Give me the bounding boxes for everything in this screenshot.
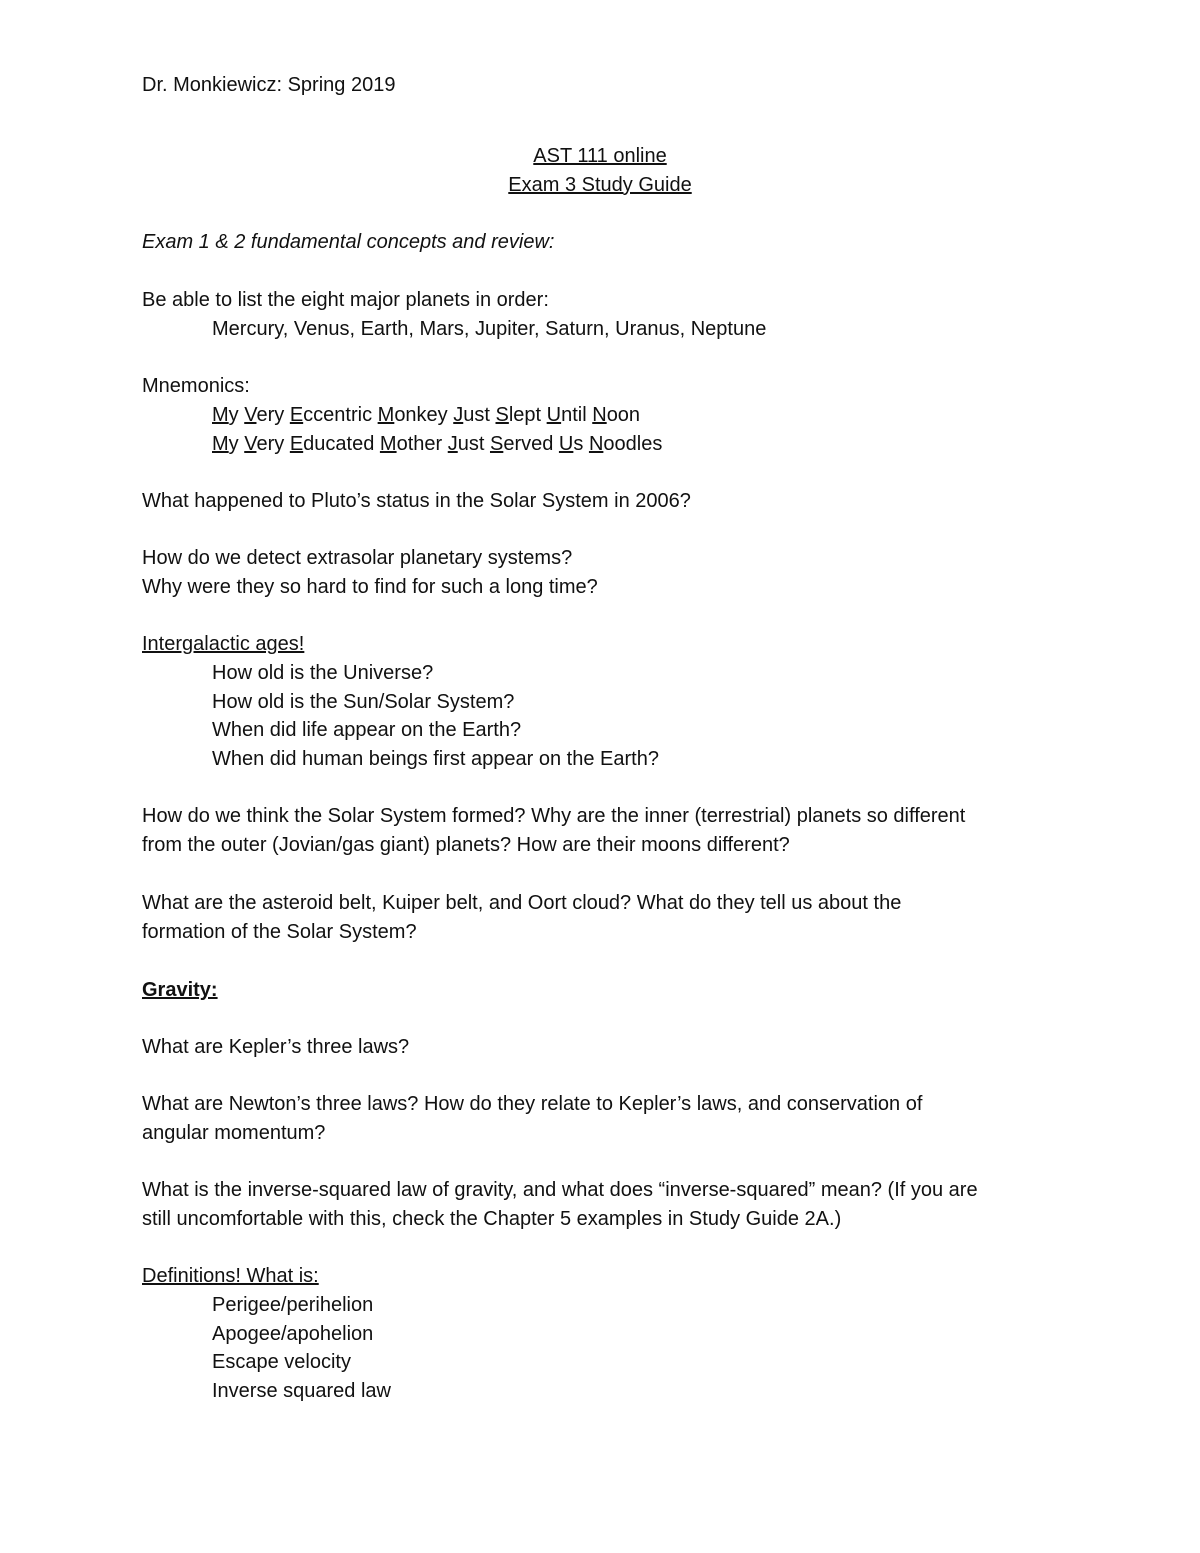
mnemonic-word-rest: other bbox=[396, 433, 448, 455]
mnemonic-word-rest: ery bbox=[256, 433, 290, 455]
mnemonic-word-rest: ccentric bbox=[303, 404, 378, 426]
mnemonic-word-rest: ust bbox=[463, 404, 496, 426]
mnemonic-word-rest: y bbox=[228, 404, 245, 426]
ages-heading: Intergalactic ages! bbox=[142, 633, 305, 655]
pluto-question: What happened to Pluto’s status in the Solar System in 2006? bbox=[142, 490, 691, 512]
formation-question-line-1: How do we think the Solar System formed? Why are the inner (terrestrial) planets so different bbox=[142, 805, 966, 827]
mnemonic-letter: M bbox=[377, 404, 395, 426]
mnemonic-letter: M bbox=[212, 433, 229, 455]
inverse-question-line-1: What is the inverse-squared law of gravity, and what does “inverse-squared” mean? (If you are bbox=[142, 1179, 978, 1201]
planets-prompt: Be able to list the eight major planets in order: bbox=[142, 289, 549, 311]
mnemonic-letter: M bbox=[212, 404, 229, 426]
extrasolar-question-1: How do we detect extrasolar planetary systems? bbox=[142, 547, 573, 569]
mnemonic-letter: S bbox=[489, 433, 504, 455]
extrasolar-question-2: Why were they so hard to find for such a long time? bbox=[142, 576, 598, 598]
guide-title: Exam 3 Study Guide bbox=[508, 174, 692, 196]
mnemonic-word-rest: lept bbox=[508, 404, 547, 426]
definitions-item: Escape velocity bbox=[212, 1351, 351, 1373]
definitions-heading: Definitions! What is: bbox=[142, 1265, 319, 1287]
ages-item: When did life appear on the Earth? bbox=[212, 719, 522, 741]
gravity-heading: Gravity: bbox=[142, 979, 218, 1001]
mnemonic-word-rest: ust bbox=[457, 433, 490, 455]
ages-item: How old is the Sun/Solar System? bbox=[212, 691, 515, 713]
mnemonics-label: Mnemonics: bbox=[142, 375, 250, 397]
mnemonic-letter: V bbox=[244, 404, 257, 426]
formation-question-line-2: from the outer (Jovian/gas giant) planets? How are their moons different? bbox=[142, 834, 790, 856]
mnemonic-word-rest: oon bbox=[606, 404, 641, 426]
mnemonic-letter: M bbox=[379, 433, 397, 455]
definitions-item: Apogee/apohelion bbox=[212, 1323, 374, 1345]
mnemonic-letter: U bbox=[546, 404, 562, 426]
belts-question-line-1: What are the asteroid belt, Kuiper belt, and Oort cloud? What do they tell us about the bbox=[142, 892, 902, 914]
review-heading: Exam 1 & 2 fundamental concepts and review: bbox=[142, 231, 555, 253]
mnemonic-letter: E bbox=[289, 404, 304, 426]
definitions-item: Inverse squared law bbox=[212, 1380, 391, 1402]
mnemonic-letter: S bbox=[495, 404, 509, 426]
mnemonic-letter: E bbox=[289, 433, 304, 455]
planets-list: Mercury, Venus, Earth, Mars, Jupiter, Saturn, Uranus, Neptune bbox=[212, 318, 767, 340]
belts-question-line-2: formation of the Solar System? bbox=[142, 921, 417, 943]
mnemonic-letter: J bbox=[453, 404, 464, 426]
definitions-item: Perigee/perihelion bbox=[212, 1294, 374, 1316]
inverse-question-line-2: still uncomfortable with this, check the Chapter 5 examples in Study Guide 2A.) bbox=[142, 1208, 842, 1230]
ages-item: How old is the Universe? bbox=[212, 662, 434, 684]
mnemonic-1 bbox=[212, 401, 640, 430]
header-instructor: Dr. Monkiewicz: Spring 2019 bbox=[142, 74, 396, 96]
kepler-question: What are Kepler’s three laws? bbox=[142, 1036, 410, 1058]
mnemonic-word-rest: ducated bbox=[303, 433, 380, 455]
mnemonic-letter: N bbox=[588, 433, 604, 455]
mnemonic-word-rest: onkey bbox=[394, 404, 454, 426]
mnemonic-word-rest: ery bbox=[256, 404, 290, 426]
mnemonic-letter: N bbox=[592, 404, 607, 426]
mnemonic-word-rest: y bbox=[228, 433, 245, 455]
mnemonic-letter: U bbox=[558, 433, 574, 455]
mnemonic-word-rest: ntil bbox=[561, 404, 593, 426]
ages-item: When did human beings first appear on the Earth? bbox=[212, 748, 659, 770]
mnemonic-word-rest: s bbox=[573, 433, 589, 455]
mnemonic-letter: J bbox=[447, 433, 458, 455]
mnemonic-word-rest: oodles bbox=[603, 433, 663, 455]
mnemonic-word-rest: erved bbox=[503, 433, 559, 455]
mnemonic-letter: V bbox=[244, 433, 257, 455]
newton-question-line-1: What are Newton’s three laws? How do they relate to Kepler’s laws, and conservation of bbox=[142, 1093, 923, 1115]
course-title: AST 111 online bbox=[533, 145, 667, 167]
mnemonic-2 bbox=[212, 430, 662, 459]
newton-question-line-2: angular momentum? bbox=[142, 1122, 326, 1144]
